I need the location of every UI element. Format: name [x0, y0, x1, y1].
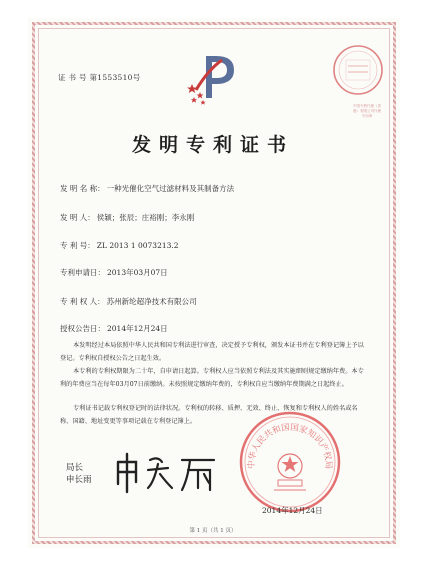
patent-office-emblem-icon — [182, 50, 244, 106]
director-signature-icon — [110, 448, 222, 496]
invention-name-label: 发 明 名 称： — [60, 184, 105, 193]
invention-name-value: 一种光催化空气过滤材料及其制备方法 — [106, 184, 235, 193]
patent-number-value: ZL 2013 1 0073213.2 — [96, 241, 179, 250]
director-block — [66, 462, 92, 486]
seal-arc-text: 中华人民共和国国家知识产权局 — [246, 422, 334, 470]
body-paragraph-3: 专利证书记载专利权登记时的法律状况。专利权的转移、质押、无效、终止、恢复和专利权人的姓名或名称、国籍、地址变更等事项记载在专利登记簿上。 — [60, 405, 358, 425]
patentee-label: 专 利 权 人： — [60, 297, 105, 306]
filing-date-label: 专利申请日： — [60, 268, 105, 277]
filing-date-value: 2013年03月07日 — [107, 268, 168, 277]
patentee-row — [60, 296, 197, 307]
patent-number-label: 专 利 号： — [60, 241, 95, 250]
director-name: 申长雨 — [66, 475, 92, 485]
grant-date-row — [60, 323, 168, 334]
issue-date: 2014年12月24日 — [262, 506, 323, 515]
grant-date-label: 授权公告日： — [60, 324, 105, 333]
page-title: 发明专利证书 — [131, 134, 294, 156]
invention-name-row — [60, 183, 234, 194]
grant-date-value: 2014年12月24日 — [107, 324, 168, 333]
national-ipa-seal-icon — [238, 410, 342, 514]
inventor-row — [60, 212, 194, 223]
patentee-value: 苏州新纶超净技术有限公司 — [106, 297, 197, 306]
director-title: 局长 — [66, 463, 84, 473]
page-number: 第 1 页（共 1 页） — [189, 528, 237, 534]
inventor-label: 发 明 人： — [60, 213, 95, 222]
agency-seal-icon — [330, 42, 386, 98]
certificate-serial: 证 书 号 第1553510号 — [58, 73, 141, 82]
body-paragraph-2: 本专利的专利权期限为二十年，自申请日起算。专利权人应当依照专利法及其实施细则规定缴纳年费。本专利的年费应当在每年03月07日前缴纳。未按照规定缴纳年费的，专利权自应当缴纳年费期满之日起终止。 — [60, 368, 364, 388]
agency-seal-text: 中国专利代理（香港）有限公司代理专用章 — [353, 104, 381, 118]
patent-number-row — [60, 240, 179, 251]
inventor-value: 侯颖；张辰；庄裕刚；李永刚 — [96, 213, 195, 222]
filing-date-row — [60, 267, 168, 278]
body-paragraph-1: 本发明经过本局依照中华人民共和国专利法进行审查，决定授予专利权，颁发本证书并在专利登记簿上予以登记。专利权自授权公告之日起生效。 — [60, 342, 364, 362]
